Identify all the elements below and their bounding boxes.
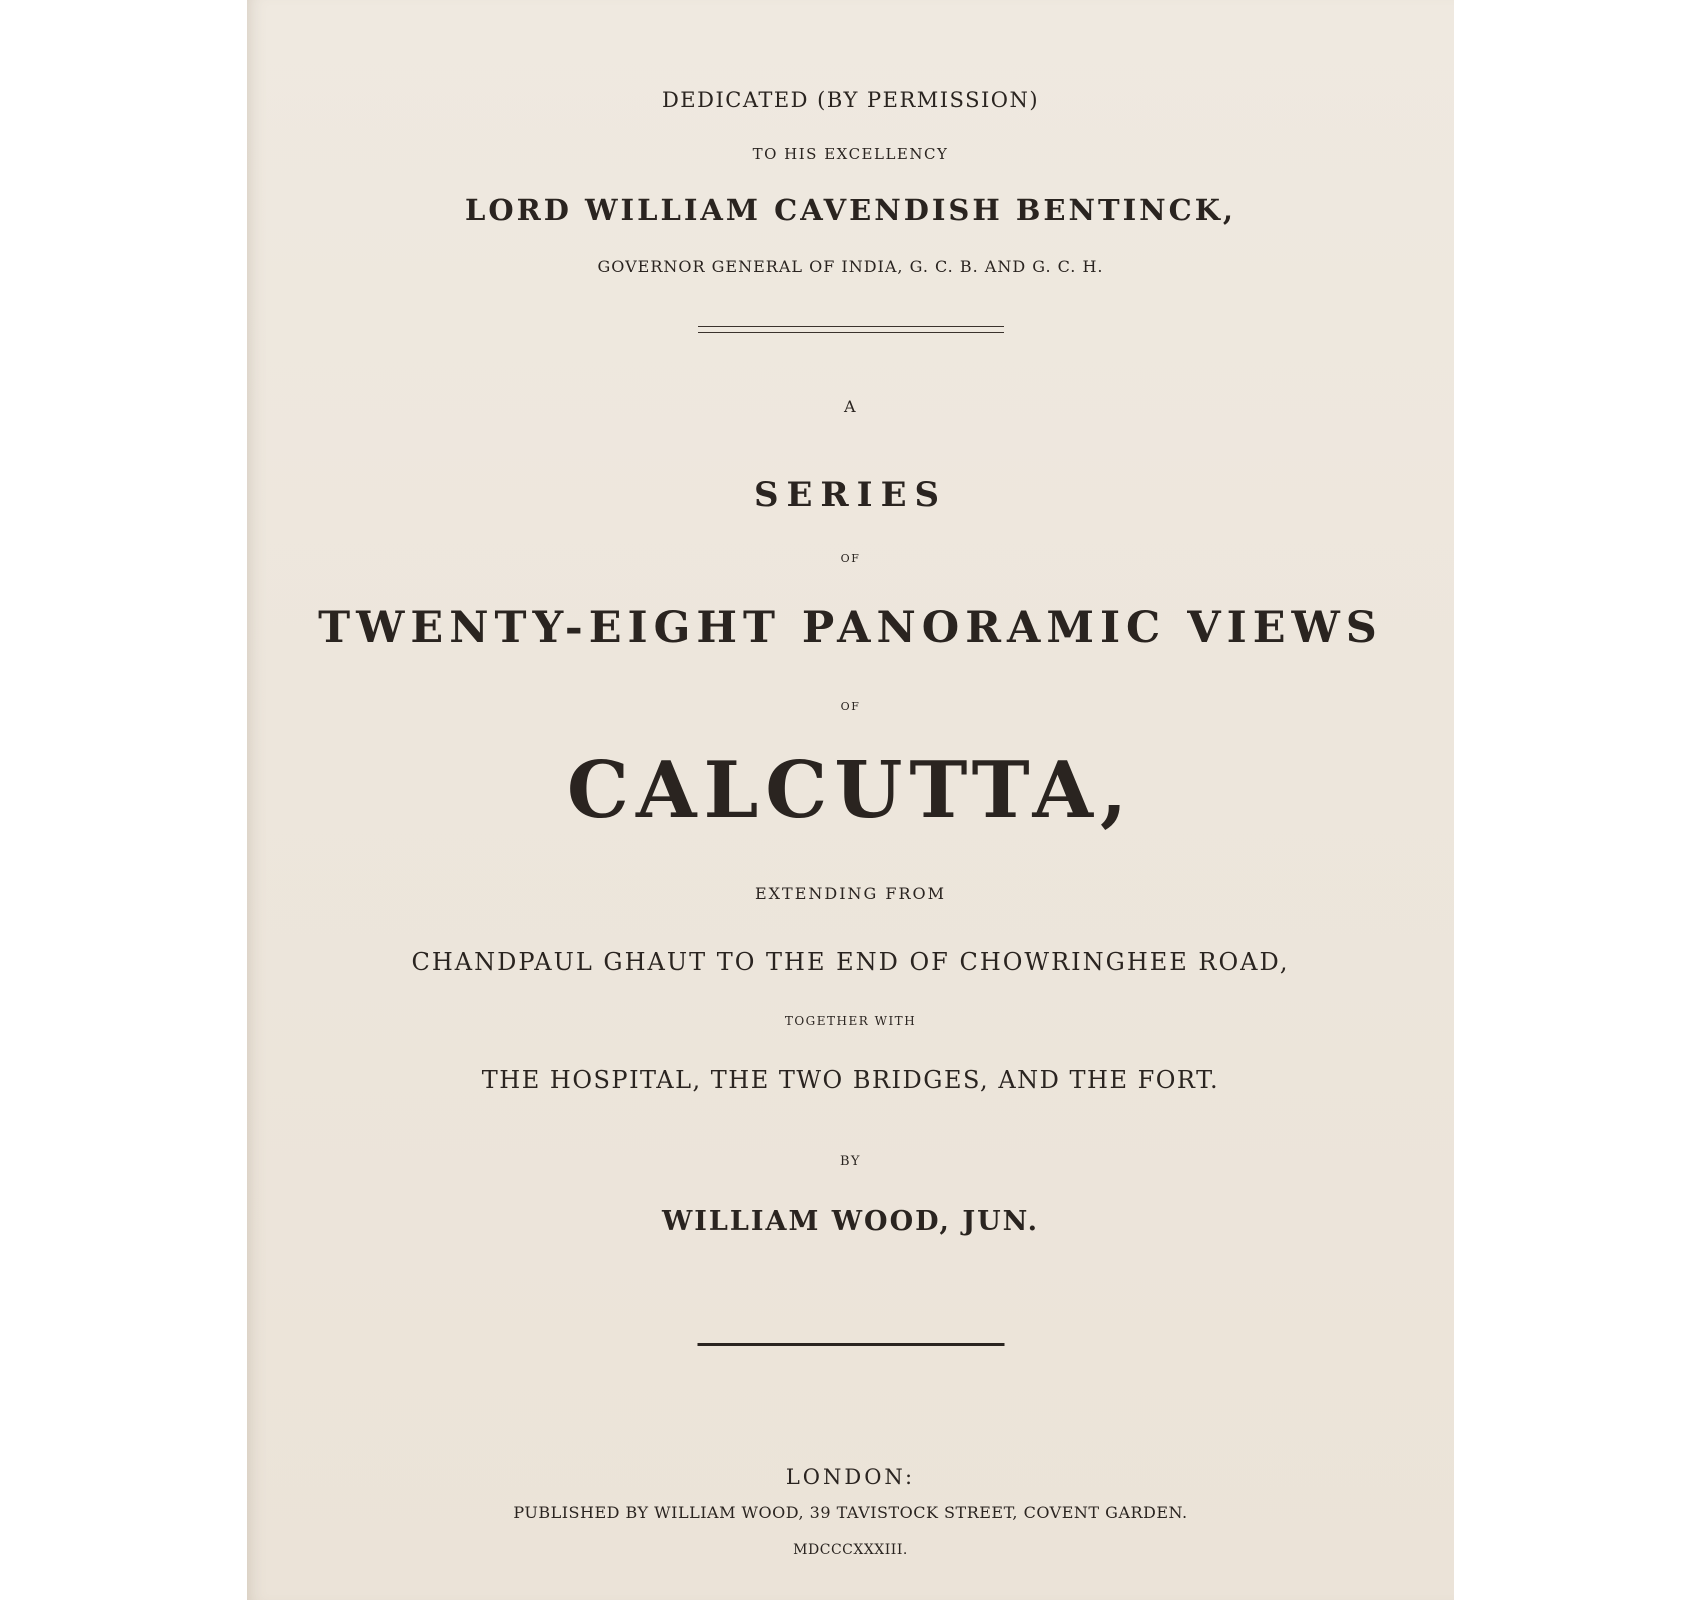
dedication-line: DEDICATED (BY PERMISSION) (661, 88, 1040, 112)
extending-from: EXTENDING FROM (754, 884, 947, 903)
range-line: CHANDPAUL GHAUT TO THE END OF CHOWRINGHEE ROAD, (411, 948, 1290, 976)
title-page (247, 0, 1454, 1600)
city-heading: CALCUTTA, (566, 745, 1135, 836)
publication-place: LONDON: (785, 1465, 916, 1489)
to-his-excellency: TO HIS EXCELLENCY (752, 145, 949, 163)
article-a: A (843, 397, 858, 416)
of-connector-1: OF (840, 552, 861, 565)
dedicatee-name: LORD WILLIAM CAVENDISH BENTINCK, (464, 193, 1237, 227)
together-with: TOGETHER WITH (784, 1014, 917, 1028)
solid-rule-divider (697, 1343, 1004, 1346)
of-connector-2: OF (840, 700, 861, 713)
dedicatee-office: GOVERNOR GENERAL OF INDIA, G. C. B. AND G. C. H. (597, 257, 1104, 276)
author-name: WILLIAM WOOD, JUN. (661, 1206, 1040, 1237)
views-heading: TWENTY-EIGHT PANORAMIC VIEWS (318, 603, 1383, 653)
publisher-line: PUBLISHED BY WILLIAM WOOD, 39 TAVISTOCK STREET, COVENT GARDEN. (513, 1503, 1188, 1522)
double-rule-divider (698, 326, 1004, 333)
by-connector: BY (840, 1154, 861, 1169)
series-heading: SERIES (753, 475, 948, 515)
additions-line: THE HOSPITAL, THE TWO BRIDGES, AND THE FORT. (481, 1066, 1220, 1094)
publication-year: MDCCCXXXIII. (793, 1542, 908, 1558)
